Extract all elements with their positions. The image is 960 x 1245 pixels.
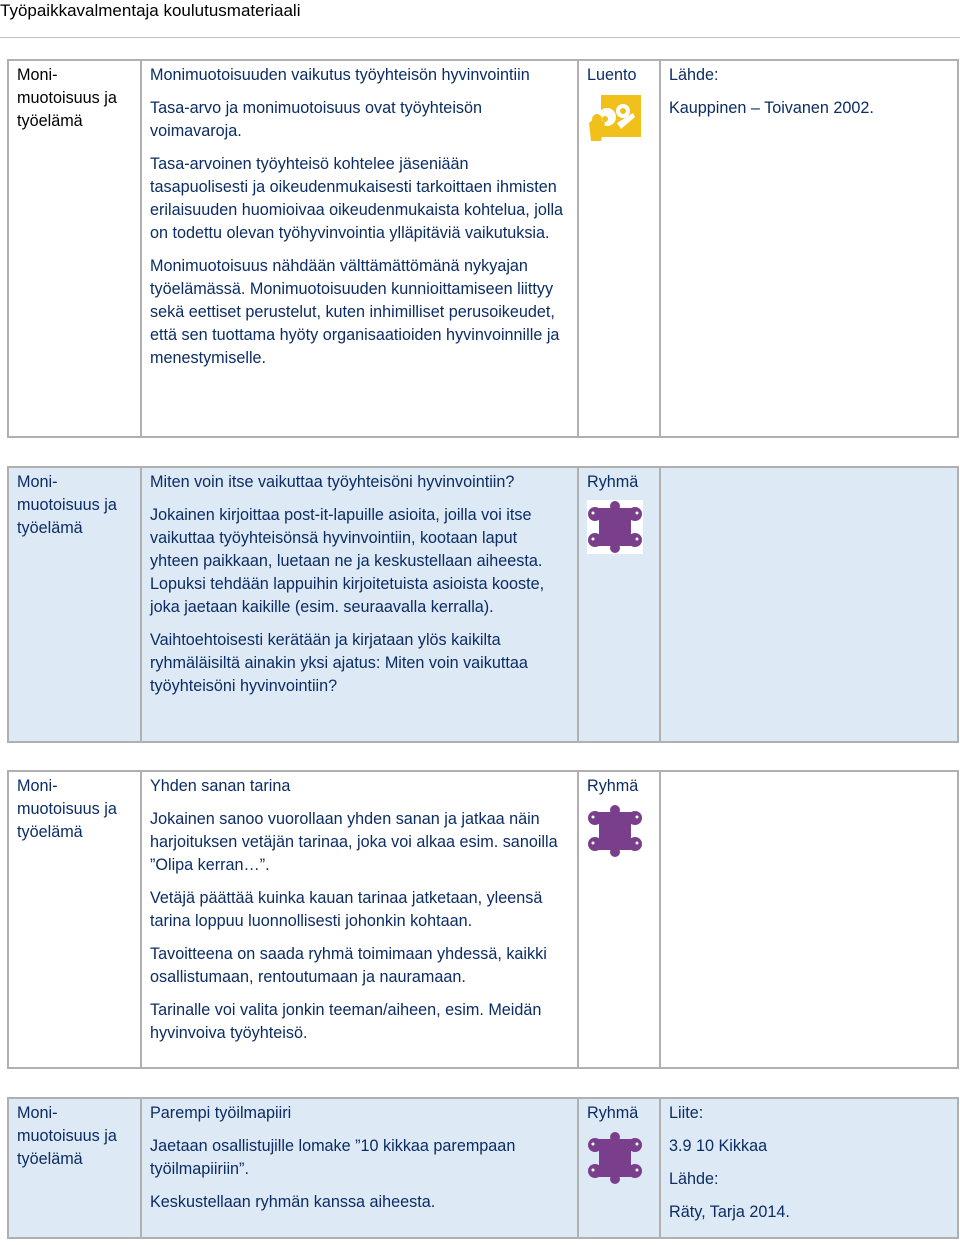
paragraph: Tarinalle voi valita jonkin teeman/aiheen, esim. Meidän hyvinvoiva työyhteisö. [150,1001,542,1042]
section-table-1 [7,59,959,438]
side-cell [660,771,958,1068]
paragraph: Jaetaan osallistujille lomake ”10 kikkaa parempaan työilmapiiriin”. [150,1137,516,1178]
category-label: Moni- muotoisuus ja työelämä [17,1104,117,1168]
section-title: Yhden sanan tarina [150,777,291,795]
paragraph: Jokainen kirjoittaa post-it-lapuille asioita, joilla voi itse vaikuttaa työyhteisönsä hyvinvointiin, kootaan laput yhteen paikkaan, luetaan ne ja keskustellaan aiheesta. Lopuksi tehdään lappuihin kirjoitetuista asioista kooste, joka jaetaan kaikille (esim. seuraavalla kerralla). [150,506,545,616]
paragraph: Jokainen sanoo vuorollaan yhden sanan ja jatkaa näin harjoituksen vetäjän tarinaa, joka voi alkaa esim. sanoilla ”Olipa kerran…”. [150,810,558,874]
header-divider [0,37,960,38]
section-title: Monimuotoisuuden vaikutus työyhteisön hyvinvointiin [150,66,530,84]
method-label: Luento [587,66,637,84]
paragraph: Keskustellaan ryhmän kanssa aiheesta. [150,1193,436,1211]
paragraph: Vetäjä päättää kuinka kauan tarinaa jatketaan, yleensä tarina loppuu luonnollisesti johonkin kohtaan. [150,889,543,930]
group-icon [587,804,643,858]
source-heading: Lähde: [669,66,719,84]
paragraph: Tavoitteena on saada ryhmä toimimaan yhdessä, kaikki osallistumaan, rentoutumaan ja nauramaan. [150,945,547,986]
side-cell [660,1098,958,1238]
source-heading: Lähde: [669,1170,719,1188]
category-cell [8,771,141,1068]
paragraph: Tasa-arvo ja monimuotoisuus ovat työyhteisön voimavaroja. [150,99,483,140]
category-cell [8,467,141,742]
content-cell [141,60,578,437]
category-cell [8,1098,141,1238]
section-title: Miten voin itse vaikuttaa työyhteisöni hyvinvointiin? [150,473,515,491]
paragraph: Tasa-arvoinen työyhteisö kohtelee jäseniään tasapuolisesti ja oikeudenmukaisesti tarkoittaen ihmisten erilaisuuden huomioivaa oikeudenmukaista kohtelua, jolla on todettu olevan työhyvinvointia ylläpitäviä vaikutuksia. [150,155,564,242]
method-label: Ryhmä [587,1104,639,1122]
method-label: Ryhmä [587,777,639,795]
category-label: Moni- muotoisuus ja työelämä [17,777,117,841]
source-text: Kauppinen – Toivanen 2002. [669,99,874,117]
method-cell [578,60,660,437]
attachment-text: 3.9 10 Kikkaa [669,1137,768,1155]
document-header: Työpaikkavalmentaja koulutusmateriaali [0,1,301,20]
attachment-heading: Liite: [669,1104,704,1122]
paragraph: Monimuotoisuus nähdään välttämättömänä nykyajan työelämässä. Monimuotoisuuden kunnioittamiseen liittyy sekä eettiset perustelut, kuten inhimilliset perusoikeudet, että sen tuottama hyöty organisaatioiden hyvinvoinnille ja menestymiselle. [150,257,560,367]
method-cell [578,1098,660,1238]
category-cell [8,60,141,437]
section-table-2 [7,466,959,743]
content-cell [141,467,578,742]
paragraph: Vaihtoehtoisesti kerätään ja kirjataan ylös kaikilta ryhmäläisiltä ainakin yksi ajatus: Miten voin vaikuttaa työyhteisöni hyvinvointiin? [150,631,528,695]
group-icon [587,500,643,554]
category-label: Moni- muotoisuus ja työelämä [17,66,117,130]
section-title: Parempi työilmapiiri [150,1104,292,1122]
method-label: Ryhmä [587,473,639,491]
side-cell [660,60,958,437]
lecture-icon [587,93,643,145]
source-text: Räty, Tarja 2014. [669,1203,790,1221]
content-cell [141,1098,578,1238]
section-table-3 [7,770,959,1069]
method-cell [578,467,660,742]
category-label: Moni- muotoisuus ja työelämä [17,473,117,537]
method-cell [578,771,660,1068]
group-icon [587,1131,643,1185]
section-table-4 [7,1097,959,1239]
side-cell [660,467,958,742]
content-cell [141,771,578,1068]
